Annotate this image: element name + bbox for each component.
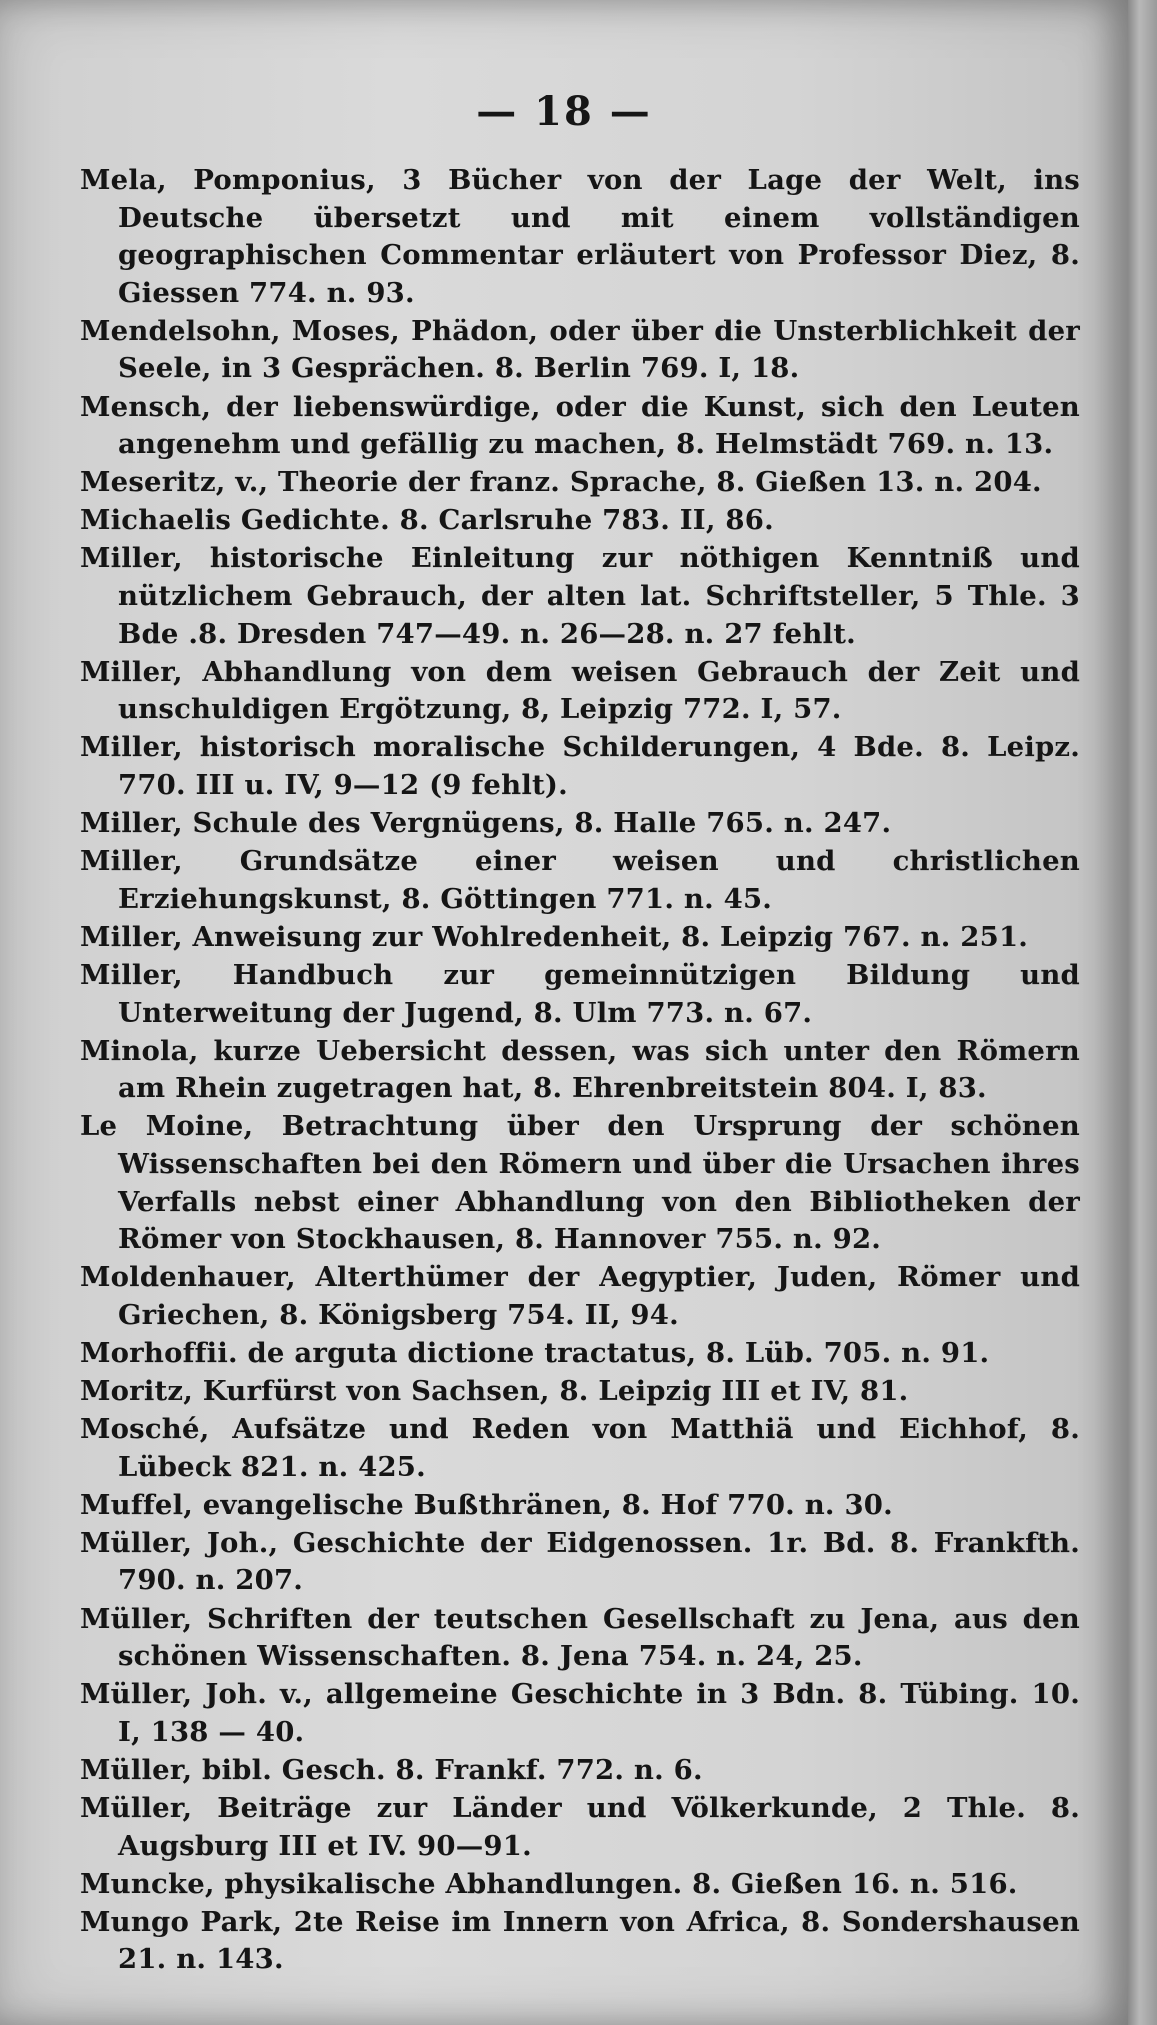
catalog-entry: Miller, historisch moralische Schilderungen, 4 Bde. 8. Leipz. 770. III u. IV, 9—12 (9 fehlt). [80,731,1080,801]
catalog-entry: Müller, Beiträge zur Länder und Völkerkunde, 2 Thle. 8. Augsburg III et IV. 90—91. [80,1792,1080,1862]
catalog-entry: Mela, Pomponius, 3 Bücher von der Lage der Welt, ins Deutsche übersetzt und mit einem vollständigen geographischen Commentar erläutert von Professor Diez, 8. Giessen 774. n. 93. [80,164,1080,309]
catalog-entry: Miller, Abhandlung von dem weisen Gebrauch der Zeit und unschuldigen Ergötzung, 8, Leipzig 772. I, 57. [80,655,1080,726]
catalog-entries [80,162,1080,1980]
catalog-entry: Müller, Joh., Geschichte der Eidgenossen. 1r. Bd. 8. Frankfth. 790. n. 207. [80,1526,1080,1597]
catalog-entry: Moritz, Kurfürst von Sachsen, 8. Leipzig III et IV, 81. [80,1375,909,1407]
catalog-entry: Mosché, Aufsätze und Reden von Matthiä und Eichhof, 8. Lübeck 821. n. 425. [80,1413,1080,1483]
catalog-entry: Miller, Schule des Vergnügens, 8. Halle 765. n. 247. [80,807,892,840]
catalog-entry: Michaelis Gedichte. 8. Carlsruhe 783. II, 86. [80,504,774,537]
catalog-entry: Müller, bibl. Gesch. 8. Frankf. 772. n. 6. [80,1753,703,1786]
catalog-entry: Mensch, der liebenswürdige, oder die Kunst, sich den Leuten angenehm und gefällig zu machen, 8. Helmstädt 769. n. 13. [80,390,1080,461]
catalog-entry: Miller, Handbuch zur gemeinnützigen Bildung und Unterweitung der Jugend, 8. Ulm 773. n. 67. [80,958,1080,1029]
catalog-entry: Miller, Anweisung zur Wohlredenheit, 8. Leipzig 767. n. 251. [80,920,1029,953]
page-number: — 18 — [476,88,652,135]
page-edge [1128,0,1157,2025]
catalog-entry: Le Moine, Betrachtung über den Ursprung der schönen Wissenschaften bei den Römern und über die Ursachen ihres Verfalls nebst einer Abhandlung von den Bibliotheken der Römer von Stockhausen, 8. Hannover 755. n. 92. [80,1110,1080,1256]
catalog-entry: Muncke, physikalische Abhandlungen. 8. Gießen 16. n. 516. [80,1867,1018,1900]
catalog-entry: Müller, Schriften der teutschen Gesellschaft zu Jena, aus den schönen Wissenschaften. 8. Jena 754. n. 24, 25. [80,1602,1080,1673]
catalog-entry: Meseritz, v., Theorie der franz. Sprache, 8. Gießen 13. n. 204. [80,466,1042,499]
catalog-entry: Miller, historische Einleitung zur nöthigen Kenntniß und nützlichem Gebrauch, der alten lat. Schriftsteller, 5 Thle. 3 Bde .8. Dresden 747—49. n. 26—28. n. 27 fehlt. [80,542,1080,650]
catalog-entry: Mungo Park, 2te Reise im Innern von Africa, 8. Sondershausen 21. n. 143. [80,1905,1080,1976]
catalog-entry: Mendelsohn, Moses, Phädon, oder über die Unsterblichkeit der Seele, in 3 Gesprächen. 8. Berlin 769. I, 18. [80,314,1080,385]
catalog-entry: Moldenhauer, Alterthümer der Aegyptier, Juden, Römer und Griechen, 8. Königsberg 754. II, 94. [80,1261,1080,1331]
catalog-entry: Minola, kurze Uebersicht dessen, was sich unter den Römern am Rhein zugetragen hat, 8. Ehrenbreitstein 804. I, 83. [80,1034,1080,1105]
catalog-entry: Miller, Grundsätze einer weisen und christlichen Erziehungskunst, 8. Göttingen 771. n. 45. [80,845,1080,915]
catalog-entry: Morhoffii. de arguta dictione tractatus, 8. Lüb. 705. n. 91. [80,1336,990,1369]
catalog-entry: Müller, Joh. v., allgemeine Geschichte in 3 Bdn. 8. Tübing. 10. I, 138 — 40. [80,1678,1080,1748]
catalog-entry: Muffel, evangelische Bußthränen, 8. Hof 770. n. 30. [80,1488,893,1521]
